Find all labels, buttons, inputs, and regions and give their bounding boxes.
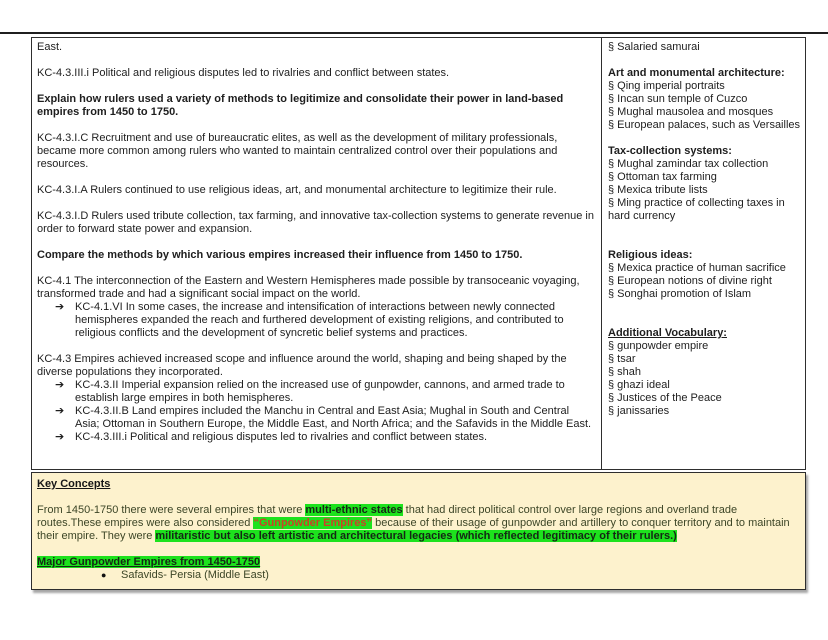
text-block: § Salaried samurai	[608, 41, 700, 53]
section-header: Tax-collection systems:	[608, 145, 732, 157]
blank-line	[37, 340, 594, 353]
blank-line	[608, 301, 800, 314]
blank-line	[37, 119, 594, 132]
vocabulary-column	[602, 38, 805, 469]
blank-line	[608, 132, 800, 145]
section-header: Additional Vocabulary:	[608, 327, 727, 339]
text-block: § Qing imperial portraits	[608, 80, 725, 92]
text-block: KC-4.3 Empires achieved increased scope and influence around the world, shaping and being shaped by the diverse populations they incorporated.	[37, 353, 567, 378]
text-block: § Mexica practice of human sacrifice	[608, 262, 786, 274]
blank-line	[37, 171, 594, 184]
empires-bullet-list	[37, 569, 799, 582]
section-header: Art and monumental architecture:	[608, 67, 785, 79]
disc-bullet-icon: ●	[101, 570, 107, 580]
text-block: § gunpowder empire	[608, 340, 709, 352]
blank-line	[37, 491, 799, 504]
highlighted-text: militaristic but also left artistic and architectural legacies (which reflected legitimacy of their rulers.)	[155, 530, 677, 542]
highlighted-text: “Gunpowder Empires”	[253, 517, 373, 529]
text-block: § European palaces, such as Versailles	[608, 119, 801, 131]
text-block: § Ottoman tax farming	[608, 171, 717, 183]
section-header: Religious ideas:	[608, 249, 693, 261]
key-concepts-title: Key Concepts	[37, 478, 111, 490]
text-block: KC-4.3.III.i Political and religious disputes led to rivalries and conflict between states.	[37, 67, 450, 79]
blank-line	[37, 236, 594, 249]
paragraph-text: that had direct political control over large regions and overland trade routes.These empires were also considered	[37, 504, 738, 529]
text-block: KC-4.1 The interconnection of the Eastern and Western Hemispheres made possible by transoceanic voyaging, transformed trade and had a significant social impact on the world.	[37, 275, 580, 300]
text-block: § Mexica tribute lists	[608, 184, 708, 196]
arrow-bullet-icon: ➔	[55, 431, 65, 443]
arrow-item-text: KC-4.3.II Imperial expansion relied on the increased use of gunpowder, cannons, and armed trade to establish large empires in both hemispheres.	[75, 379, 565, 404]
arrow-bullet-icon: ➔	[55, 301, 65, 313]
paragraph-text: because of their usage of gunpowder and artillery to conquer territory and to maintain their empire. They were	[37, 517, 790, 542]
blank-line	[37, 543, 799, 556]
blank-line	[608, 54, 800, 67]
blank-line	[37, 80, 594, 93]
paragraph-text: From 1450-1750 there were several empires that were	[37, 504, 306, 516]
blank-line	[608, 314, 800, 327]
arrow-list-item	[37, 379, 594, 405]
text-block: § janissaries	[608, 405, 670, 417]
text-block: § tsar	[608, 353, 636, 365]
gunpowder-empires-subheading	[37, 556, 799, 569]
text-block: § ghazi ideal	[608, 379, 670, 391]
arrow-list-item	[37, 431, 594, 444]
blank-line	[37, 262, 594, 275]
blank-line	[37, 54, 594, 67]
text-block: Compare the methods by which various empires increased their influence from 1450 to 1750.	[37, 249, 523, 261]
text-block: § European notions of divine right	[608, 275, 772, 287]
text-block: § Mughal zamindar tax collection	[608, 158, 769, 170]
standards-column	[32, 38, 602, 469]
arrow-item-text: KC-4.1.VI In some cases, the increase and intensification of interactions between newly connected hemispheres expanded the reach and furthered development of existing religions, and contributed to religious conflicts and the development of syncretic belief systems and practices.	[75, 301, 564, 339]
key-concepts-paragraph	[37, 504, 799, 543]
bullet-item-text: Safavids- Persia (Middle East)	[121, 569, 269, 581]
text-block: KC-4.3.I.D Rulers used tribute collection, tax farming, and innovative tax-collection systems to generate revenue in order to forward state power and expansion.	[37, 210, 594, 235]
blank-line	[37, 197, 594, 210]
text-block: KC-4.3.I.A Rulers continued to use religious ideas, art, and monumental architecture to legitimize their rule.	[37, 184, 557, 196]
key-concepts-box	[31, 472, 806, 590]
arrow-bullet-icon: ➔	[55, 379, 65, 391]
text-block: § Mughal mausolea and mosques	[608, 106, 774, 118]
arrow-list-item	[37, 405, 594, 431]
arrow-item-text: KC-4.3.III.i Political and religious disputes led to rivalries and conflict between states.	[75, 431, 488, 443]
text-block: Explain how rulers used a variety of methods to legitimize and consolidate their power in land-based empires from 1450 to 1750.	[37, 93, 564, 118]
blank-line	[608, 223, 800, 236]
bullet-list-item	[37, 569, 799, 582]
text-block: KC-4.3.I.C Recruitment and use of bureaucratic elites, as well as the development of military professionals, became more common among rulers who wanted to maintain centralized control over their populations and resources.	[37, 132, 558, 170]
blank-line	[608, 236, 800, 249]
text-block: § Songhai promotion of Islam	[608, 288, 752, 300]
highlighted-text: multi-ethnic states	[305, 504, 403, 516]
arrow-bullet-icon: ➔	[55, 405, 65, 417]
standards-table	[31, 37, 806, 470]
text-block: East.	[37, 41, 63, 53]
text-block: § Ming practice of collecting taxes in hard currency	[608, 197, 785, 222]
arrow-item-text: KC-4.3.II.B Land empires included the Manchu in Central and East Asia; Mughal in South and Central Asia; Ottoman in Southern Europe, the Middle East, and North Africa; and the Safavids in the Middle East.	[75, 405, 592, 430]
text-block: § Incan sun temple of Cuzco	[608, 93, 748, 105]
page-top-divider	[0, 32, 828, 34]
text-block: § Justices of the Peace	[608, 392, 722, 404]
highlighted-subheading-text: Major Gunpowder Empires from 1450-1750	[37, 556, 261, 568]
text-block: § shah	[608, 366, 642, 378]
arrow-list-item	[37, 301, 594, 340]
